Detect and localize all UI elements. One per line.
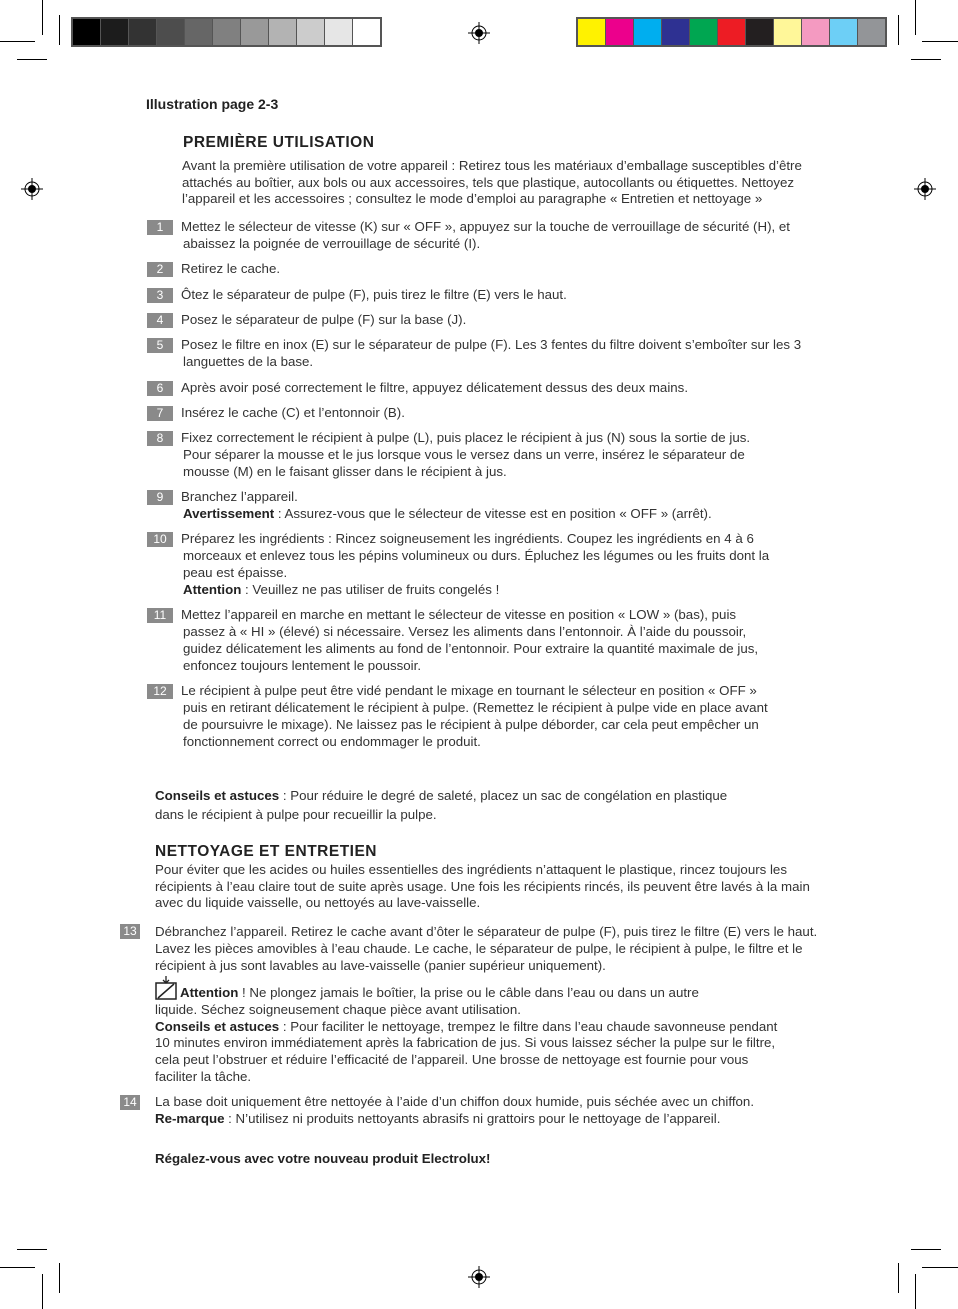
tips-line: 10 minutes environ immédiatement après la fabrication de jus. Si vous laissez sécher la pulpe sur le filtre, — [155, 1035, 776, 1050]
step-line: Le récipient à pulpe peut être vidé pendant le mixage en tournant le sélecteur en position « OFF » — [181, 683, 757, 698]
crop-mark — [0, 41, 35, 42]
note-label: Attention — [183, 582, 242, 597]
step-number-badge: 3 — [147, 288, 173, 303]
crop-mark — [911, 59, 941, 60]
step-line: Fixez correctement le récipient à pulpe (L), puis placez le récipient à jus (N) sous la sortie de jus. — [181, 430, 751, 445]
cleaning-intro-line: avec du liquide vaisselle, ou nettoyés au lave-vaisselle. — [155, 895, 481, 910]
step-number-badge: 11 — [147, 608, 173, 623]
step-number-badge: 10 — [147, 532, 173, 547]
no-immersion-icon — [155, 976, 177, 1000]
step-line: Ôtez le séparateur de pulpe (F), puis tirez le filtre (E) vers le haut. — [181, 287, 567, 302]
cleaning-tips-paragraph — [155, 1018, 777, 1035]
crop-mark — [911, 1249, 941, 1250]
step-14-line: La base doit uniquement être nettoyée à l’aide d’un chiffon doux humide, puis séchée avec un chiffon. — [155, 1094, 755, 1109]
step-line: enfoncez toujours lentement le poussoir. — [183, 658, 422, 673]
color-swatch — [185, 19, 213, 45]
color-swatch — [269, 19, 297, 45]
color-swatch — [858, 19, 885, 45]
step-line: Mettez le sélecteur de vitesse (K) sur « OFF », appuyez sur la touche de verrouillage de sécurité (H), et — [181, 219, 790, 234]
crop-mark — [59, 1263, 60, 1293]
intro-line: l’appareil et les accessoires ; consultez le mode d’emploi au paragraphe « Entretien et nettoyage » — [182, 191, 763, 206]
step-line: Pour séparer la mousse et le jus lorsque vous le versez dans un verre, insérez le séparateur de — [183, 447, 745, 462]
attention-text: ! Ne plongez jamais le boîtier, la prise ou le câble dans l’eau ou dans un autre — [238, 985, 699, 1000]
step-13-line: récipient à jus sont lavables au lave-vaisselle (panier supérieur uniquement). — [155, 958, 606, 973]
color-swatch — [213, 19, 241, 45]
step-number-badge: 12 — [147, 684, 173, 699]
step-line: Préparez les ingrédients : Rincez soigneusement les ingrédients. Coupez les ingrédients en 4 à 6 — [181, 531, 754, 546]
color-swatch — [606, 19, 634, 45]
note-text: : Assurez-vous que le sélecteur de vitesse est en position « OFF » (arrêt). — [274, 506, 712, 521]
tips-line: cela peut l’obstruer et réduire l’efficacité de l’appareil. Une brosse de nettoyage est fournie pour vous — [155, 1052, 749, 1067]
crop-mark — [915, 0, 916, 35]
crop-mark — [59, 15, 60, 45]
section-title-cleaning: NETTOYAGE ET ENTRETIEN — [155, 843, 378, 860]
process-color-bar — [576, 17, 887, 47]
attention-label: Attention — [180, 985, 239, 1000]
color-swatch — [662, 19, 690, 45]
step-number-badge: 6 — [147, 381, 173, 396]
tips-line: dans le récipient à pulpe pour recueillir la pulpe. — [155, 807, 437, 822]
step-line: Insérez le cache (C) et l’entonnoir (B). — [181, 405, 405, 420]
attention-paragraph — [180, 984, 699, 1001]
step-line: passez à « HI » (élevé) si nécessaire. Versez les aliments dans l’entonnoir. À l’aide du poussoir, — [183, 624, 747, 639]
step-number-badge: 1 — [147, 220, 173, 235]
tips-line: faciliter la tâche. — [155, 1069, 252, 1084]
intro-line: Avant la première utilisation de votre appareil : Retirez tous les matériaux d’emballage susceptibles d’être — [182, 158, 802, 173]
step-number-badge: 9 — [147, 490, 173, 505]
crop-mark — [922, 41, 958, 42]
step-line: abaissez la poignée de verrouillage de sécurité (I). — [183, 236, 481, 251]
color-swatch — [73, 19, 101, 45]
remark-label: Re-marque — [155, 1111, 225, 1126]
step-number-badge: 8 — [147, 431, 173, 446]
step-line: languettes de la base. — [183, 354, 314, 369]
step-note — [183, 505, 712, 522]
attention-line: liquide. Séchez soigneusement chaque pièce avant utilisation. — [155, 1002, 521, 1017]
color-swatch — [578, 19, 606, 45]
crop-mark — [915, 1274, 916, 1309]
color-swatch — [690, 19, 718, 45]
grayscale-color-bar — [71, 17, 382, 47]
remark-paragraph — [155, 1110, 720, 1127]
tips-paragraph — [155, 787, 727, 804]
registration-mark-icon — [914, 178, 936, 200]
intro-line: attachés au boîtier, aux bols ou aux accessoires, tels que plastique, autocollants ou étiquettes. Nettoyez — [182, 175, 795, 190]
step-number-badge: 5 — [147, 338, 173, 353]
crop-mark — [898, 1263, 899, 1293]
step-line: Posez le filtre en inox (E) sur le séparateur de pulpe (F). Les 3 fentes du filtre doivent s’emboîter sur les 3 — [181, 337, 802, 352]
crop-mark — [0, 1267, 35, 1268]
crop-mark — [42, 1274, 43, 1309]
color-swatch — [325, 19, 353, 45]
color-swatch — [241, 19, 269, 45]
section-title-first-use: PREMIÈRE UTILISATION — [183, 134, 375, 151]
page-header: Illustration page 2-3 — [146, 96, 279, 112]
color-swatch — [830, 19, 858, 45]
crop-mark — [42, 0, 43, 35]
registration-mark-icon — [468, 22, 490, 44]
step-line: Mettez l’appareil en marche en mettant le sélecteur de vitesse en position « LOW » (bas), puis — [181, 607, 737, 622]
crop-mark — [898, 15, 899, 45]
step-line: de poursuivre le mixage). Ne laissez pas le récipient à pulpe déborder, car cela peut empêcher un — [183, 717, 759, 732]
step-line: guidez délicatement les aliments au fond de l’entonnoir. Pour extraire la quantité maximale de jus, — [183, 641, 759, 656]
closing-line: Régalez-vous avec votre nouveau produit Electrolux! — [155, 1151, 491, 1166]
step-number-badge: 13 — [120, 924, 140, 939]
step-13-line: Débranchez l’appareil. Retirez le cache avant d’ôter le séparateur de pulpe (F), puis tirez le filtre (E) vers le haut. — [155, 924, 818, 939]
color-swatch — [774, 19, 802, 45]
tips-text: : Pour faciliter le nettoyage, trempez le filtre dans l’eau chaude savonneuse pendant — [279, 1019, 778, 1034]
step-13-line: Lavez les pièces amovibles à l’eau chaude. Le cache, le séparateur de pulpe, le récipient à pulpe, le filtre et le — [155, 941, 803, 956]
step-line: fonctionnement correct ou endommager le produit. — [183, 734, 481, 749]
registration-mark-icon — [21, 178, 43, 200]
color-swatch — [297, 19, 325, 45]
note-label: Avertissement — [183, 506, 275, 521]
color-swatch — [718, 19, 746, 45]
registration-mark-icon — [468, 1266, 490, 1288]
step-line: Après avoir posé correctement le filtre, appuyez délicatement dessus des deux mains. — [181, 380, 689, 395]
step-line: Branchez l’appareil. — [181, 489, 298, 504]
color-swatch — [634, 19, 662, 45]
crop-mark — [17, 59, 47, 60]
step-line: puis en retirant délicatement le récipient à pulpe. (Remettez le récipient à pulpe vide en place avant — [183, 700, 768, 715]
step-line: Retirez le cache. — [181, 261, 281, 276]
color-swatch — [353, 19, 380, 45]
note-text: : Veuillez ne pas utiliser de fruits congelés ! — [241, 582, 500, 597]
step-line: morceaux et enlevez tous les pépins volumineux ou durs. Épluchez les légumes ou les fruits dont la — [183, 548, 770, 563]
step-line: mousse (M) en le faisant glisser dans le récipient à jus. — [183, 464, 507, 479]
tips-label: Conseils et astuces — [155, 788, 280, 803]
color-swatch — [157, 19, 185, 45]
step-note — [183, 581, 499, 598]
cleaning-intro-line: récipients à l’eau claire tout de suite après usage. Une fois les récipients rincés, ils peuvent être lavés à la main — [155, 879, 810, 894]
tips-label: Conseils et astuces — [155, 1019, 280, 1034]
remark-text: : N’utilisez ni produits nettoyants abrasifs ni grattoirs pour le nettoyage de l’appareil. — [224, 1111, 721, 1126]
step-number-badge: 4 — [147, 313, 173, 328]
step-line: peau est épaisse. — [183, 565, 288, 580]
step-number-badge: 14 — [120, 1095, 140, 1110]
crop-mark — [17, 1249, 47, 1250]
step-line: Posez le séparateur de pulpe (F) sur la base (J). — [181, 312, 467, 327]
tips-text: : Pour réduire le degré de saleté, placez un sac de congélation en plastique — [279, 788, 728, 803]
color-swatch — [101, 19, 129, 45]
cleaning-intro-line: Pour éviter que les acides ou huiles essentielles des ingrédients n’attaquent le plastique, rincez toujours les — [155, 862, 787, 877]
crop-mark — [922, 1267, 958, 1268]
color-swatch — [802, 19, 830, 45]
step-number-badge: 7 — [147, 406, 173, 421]
step-number-badge: 2 — [147, 262, 173, 277]
color-swatch — [746, 19, 774, 45]
color-swatch — [129, 19, 157, 45]
